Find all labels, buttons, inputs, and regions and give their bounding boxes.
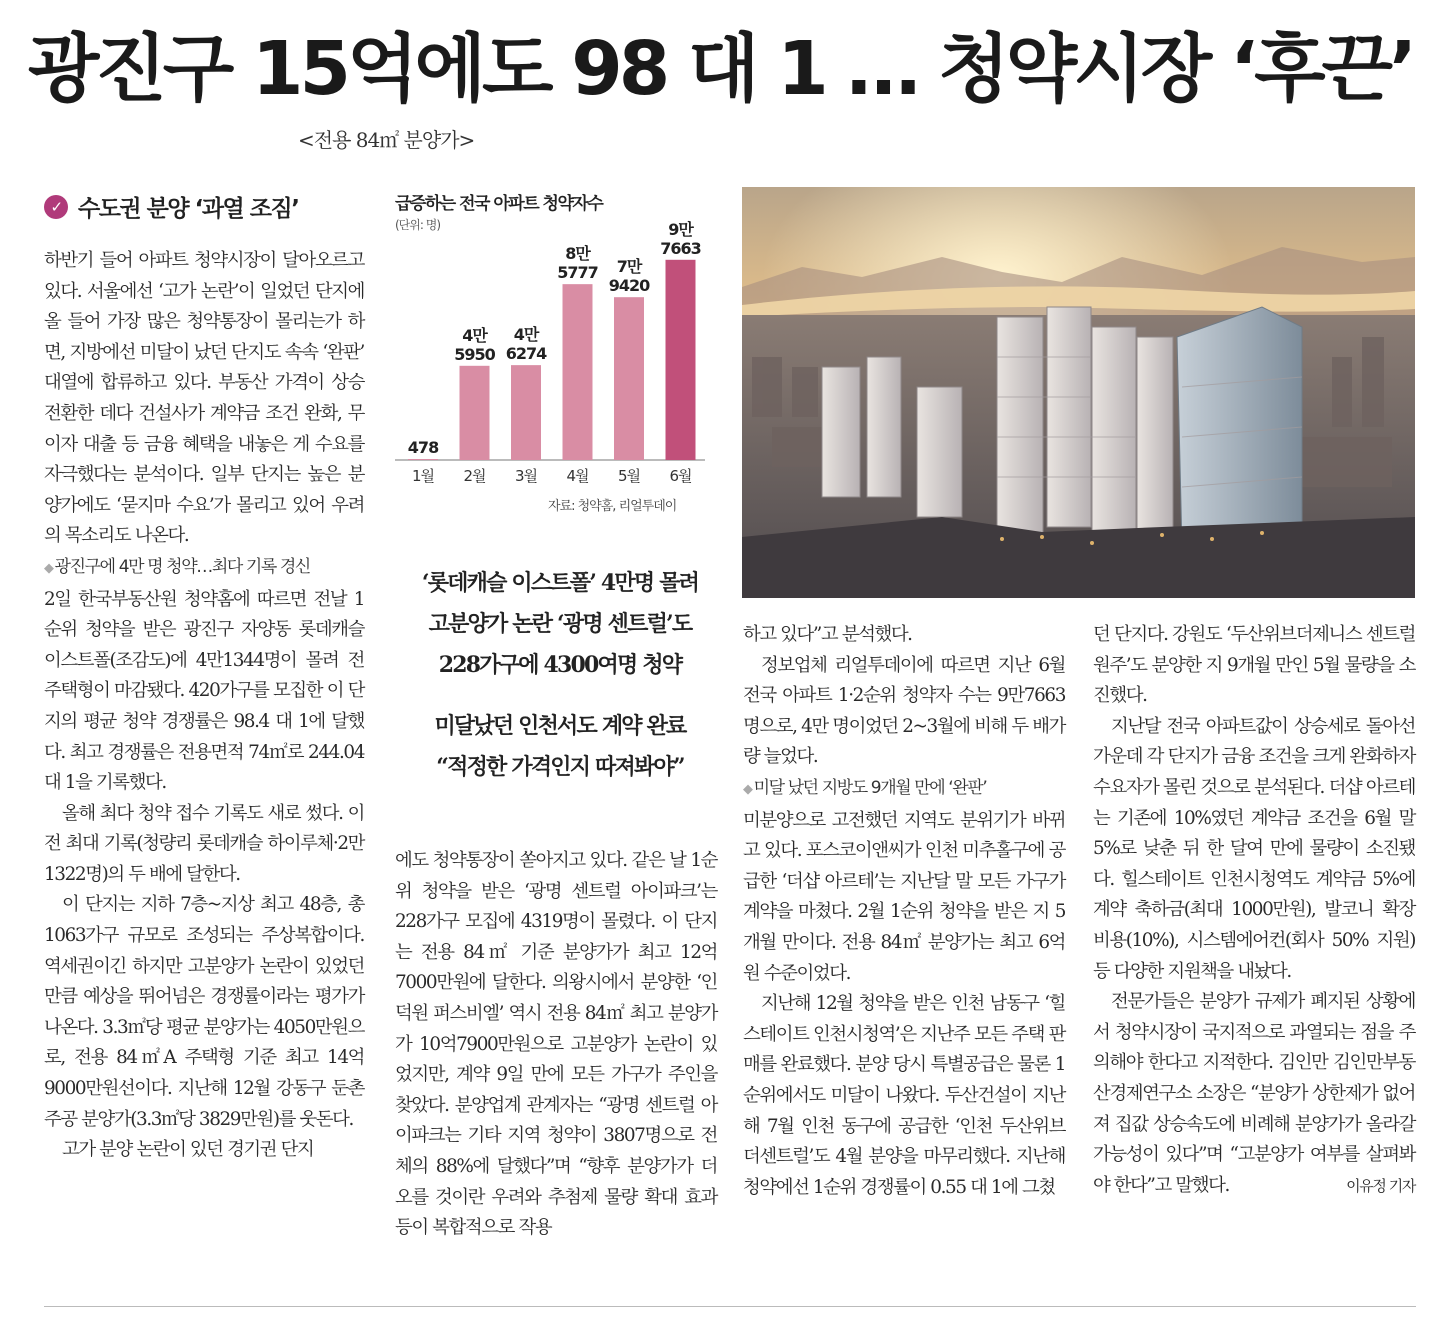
x-tick-label: 5월 — [617, 467, 641, 485]
bar-2 — [460, 366, 490, 460]
callout-line: 미달났던 인천서도 계약 완료 — [434, 713, 686, 739]
data-label: 4만 — [513, 325, 539, 345]
data-label: 8만 — [565, 244, 590, 264]
data-label: 5777 — [557, 263, 598, 283]
paragraph: 고가 분양 논란이 있던 경기권 단지 — [62, 1139, 314, 1161]
callout-line: 고분양가 논란 ‘광명 센트럴’도 — [428, 611, 692, 637]
subhead: <전용 84㎡ 분양가> — [298, 128, 475, 152]
bar-6 — [666, 260, 696, 460]
x-tick-label: 4월 — [566, 467, 589, 485]
data-label: 7만 — [616, 257, 642, 277]
data-label: 4만 — [462, 325, 487, 345]
check-icon: ✓ — [44, 195, 68, 219]
bar-3 — [511, 365, 541, 460]
paragraph: 미분양으로 고전했던 지역도 분위기가 바뀌고 있다. 포스코이앤씨가 인천 미추홀구에 공급한 ‘더샵 아르테’는 지난달 말 모든 가구가 계약을 마쳤다. 2월 1순위 청약을 받은 지 5개월 만이다. 전용 84㎡ 분양가는 최고 6억원 수준이었다. — [743, 809, 1065, 984]
article-column-4 — [1093, 620, 1415, 1201]
paragraph: 올해 최다 청약 접수 기록도 새로 썼다. 이전 최대 기록(청량리 롯데캐슬 하이루체·2만1322명)의 두 배에 달한다. — [44, 802, 364, 885]
callout-line: 228가구에 4300여명 청약 — [438, 652, 682, 678]
data-label: 9만 — [668, 219, 693, 239]
paragraph: 이 단지는 지하 7층~지상 최고 48층, 총 1063가구 규모로 조성되는 주상복합이다. 역세권이긴 하지만 고분양가 논란이 있었던 만큼 예상을 뛰어넘은 경쟁률이라는 평가가 나온다. 3.3㎡당 평균 분양가는 4050만원으로, 전용 84㎡A 주택형 기준 최고 14억9000만원선이다. 지난해 12월 강동구 둔촌주공 분양가(3.3㎡당 3829만원)를 웃돈다. — [44, 894, 364, 1130]
callout-line: “적정한 가격인지 따져봐야” — [436, 754, 684, 780]
subheading: ◆ 미달 났던 지방도 9개월 만에 ‘완판’ — [743, 773, 1065, 806]
bar-4 — [563, 284, 593, 460]
x-tick-label: 3월 — [514, 467, 538, 485]
paragraph — [1093, 987, 1415, 1201]
chart-unit: (단위: 명) — [395, 218, 440, 232]
paragraph: 정보업체 리얼투데이에 따르면 지난 6월 전국 아파트 1·2순위 청약자 수는 9만7663명으로, 4만 명이었던 2~3월에 비해 두 배가량 늘었다. — [743, 654, 1065, 768]
paragraph: 하고 있다”고 분석했다. — [743, 624, 912, 645]
paragraph-text: 전문가들은 분양가 규제가 폐지된 상황에서 청약시장이 국지적으로 과열되는 점을 주의해야 한다고 지적한다. 김인만 김인만부동산경제연구소 소장은 “분양가 상한제가 없어져 집값 상승속도에 비례해 분양가가 올라갈 가능성이 있다”며 “고분양가 여부를 살펴봐야 한다”고 말했다. — [1093, 991, 1415, 1196]
subheading: ◆ 광진구에 4만 명 청약…최다 기록 경신 — [44, 552, 364, 585]
apartment-rendering-photo — [742, 187, 1415, 598]
bar-1 — [408, 459, 438, 460]
article-column-1 — [44, 246, 364, 1166]
paragraph: 던 단지다. 강원도 ‘두산위브더제니스 센트럴원주’도 분양한 지 9개월 만인 5월 물량을 소진했다. — [1093, 624, 1415, 707]
bar-5 — [614, 297, 644, 460]
x-tick-label: 1월 — [411, 467, 435, 485]
data-label: 478 — [407, 438, 439, 458]
data-label: 7663 — [660, 238, 701, 258]
paragraph: 지난해 12월 청약을 받은 인천 남동구 ‘힐스테이트 인천시청역’은 지난주 모든 주택 판매를 완료했다. 분양 당시 특별공급은 물론 1순위에서도 미달이 나왔다. 두산건설이 지난해 7월 인천 동구에 공급한 ‘인천 두산위브 더센트럴’도 4월 분양을 마무리했다. 지난해 청약에선 1순위 경쟁률이 0.55 대 1에 그쳤 — [743, 993, 1065, 1198]
chart-source: 자료: 청약홈, 리얼투데이 — [548, 499, 677, 514]
article-column-3 — [743, 620, 1065, 1203]
data-label: 9420 — [608, 276, 650, 296]
section-kicker — [44, 190, 298, 223]
chart-title: 급증하는 전국 아파트 청약자수 — [395, 194, 603, 214]
paragraph: 지난달 전국 아파트값이 상승세로 돌아선 가운데 각 단지가 금융 조건을 크게 완화하자 수요자가 몰린 것으로 분석된다. 더샵 아르테는 기존에 10%였던 계약금 조건을 6월 말 5%로 낮춘 뒤 한 달여 만에 물량이 소진됐다. 힐스테이트 인천시청역도 계약금 5%에 계약 축하금(최대 1000만원), 발코니 확장 비용(10%), 시스템에어컨(회사 50% 지원) 등 다양한 지원책을 내놨다. — [1093, 715, 1415, 982]
x-tick-label: 2월 — [463, 467, 486, 485]
headline: 광진구 15억에도 98 대 1 … 청약시장 ‘후끈’ — [27, 26, 1414, 112]
paragraph: 에도 청약통장이 쏟아지고 있다. 같은 날 1순위 청약을 받은 ‘광명 센트럴 아이파크’는 228가구 모집에 4319명이 몰렸다. 이 단지는 전용 84㎡ 기준 분양가가 최고 12억7000만원에 달한다. 의왕시에서 분양한 ‘인덕원 퍼스비엘’ 역시 전용 84㎡ 최고 분양가가 10억7900만원으로 고분양가 논란이 있었지만, 계약 9일 만에 모든 가구가 주인을 찾았다. 분양업계 관계자는 “광명 센트럴 아이파크는 기타 지역 청약이 3807명으로 전체의 88%에 달했다”며 “향후 분양가가 더 오를 것이란 우려와 추첨제 물량 확대 효과 등이 복합적으로 작용 — [395, 850, 717, 1239]
paragraph: 하반기 들어 아파트 청약시장이 달아오르고 있다. 서울에선 ‘고가 논란’이 일었던 단지에 올 들어 가장 많은 청약통장이 몰리는가 하면, 지방에선 미달이 났던 단지도 속속 ‘완판’ 대열에 합류하고 있다. 부동산 가격이 상승 전환한 데다 건설사가 계약금 조건 완화, 무이자 대출 등 금융 혜택을 내놓은 게 수요를 자극했다는 분석이다. 일부 단지는 높은 분양가에도 ‘묻지마 수요’가 몰리고 있어 우려의 목소리도 나온다. — [44, 250, 364, 547]
byline: 이유정 기자 — [1346, 1176, 1415, 1195]
bar-chart — [395, 200, 725, 500]
paragraph: 2일 한국부동산원 청약홈에 따르면 전날 1순위 청약을 받은 광진구 자양동 롯데캐슬 이스트폴(조감도)에 4만1344명이 몰려 전 주택형이 마감됐다. 420가구를 모집한 이 단지의 평균 청약 경쟁률은 98.4 대 1에 달했다. 최고 경쟁률은 전용면적 74㎡로 244.04 대 1을 기록했다. — [44, 588, 364, 794]
data-label: 6274 — [505, 344, 547, 364]
data-label: 5950 — [454, 344, 495, 364]
callout-1 — [395, 563, 725, 686]
x-tick-label: 6월 — [669, 467, 692, 485]
callout-2 — [395, 706, 725, 788]
section-kicker-label: 수도권 분양 ‘과열 조짐’ — [78, 196, 299, 222]
callout-line: ‘롯데캐슬 이스트폴’ 4만명 몰려 — [421, 570, 699, 596]
bottom-rule — [44, 1306, 1416, 1307]
article-column-2 — [395, 846, 717, 1244]
